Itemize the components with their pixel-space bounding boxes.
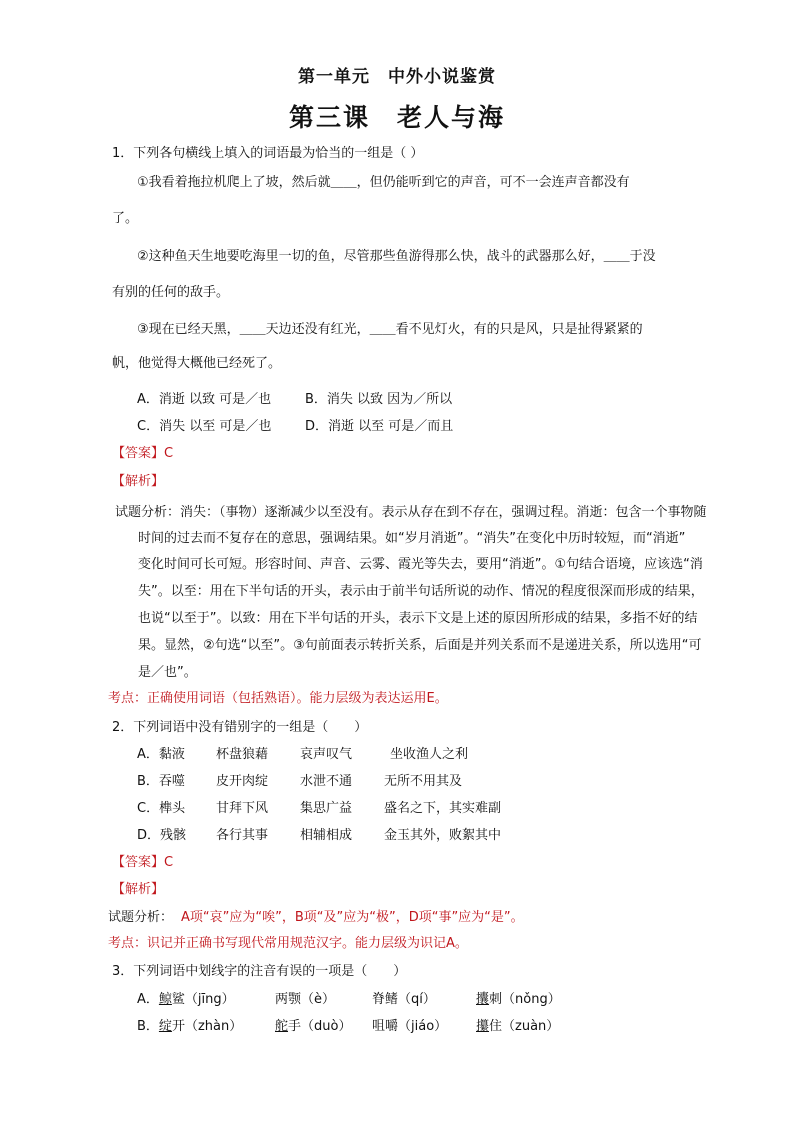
q2-kaodian: 考点：识记并正确书写现代常用规范汉字。能力层级为识记A。: [108, 936, 468, 951]
q2-option-b-3: 水泄不通: [300, 774, 353, 789]
q1-answer: 【答案】C: [112, 446, 174, 461]
q1-option-d: D．消逝 以至 可是／而且: [305, 419, 454, 434]
q3-option-b-2: 舵手（duò）: [275, 1019, 352, 1034]
underlined-char: 舵: [275, 1019, 289, 1034]
q2-option-c-2: 甘拜下风: [216, 801, 269, 816]
q2-option-b-1: B．吞噬: [137, 774, 185, 789]
q3-option-b-1: B．绽开（zhàn）: [137, 1019, 243, 1034]
q1-stem: 1．下列各句横线上填入的词语最为恰当的一组是（ ）: [112, 146, 424, 161]
q2-option-d-1: D．残骸: [137, 828, 187, 843]
q1-sentence-3: ③现在已经天黑，＿＿天边还没有红光，＿＿看不见灯火，有的只是风，只是扯得紧紧的: [137, 322, 643, 337]
q2-option-c-4: 盛名之下，其实难副: [384, 801, 502, 816]
q3-option-b-4: 攥住（zuàn）: [476, 1019, 560, 1034]
q2-option-c-3: 集思广益: [300, 801, 353, 816]
q3-stem: 3．下列词语中划线字的注音有误的一项是（ ）: [112, 964, 407, 979]
q1-analysis-label: 【解析】: [112, 474, 165, 489]
q2-option-a-4: 坐收渔人之利: [390, 747, 469, 762]
q2-option-d-4: 金玉其外，败絮其中: [384, 828, 502, 843]
q1-analysis-line: 果。显然，②句选“以至”。③句前面表示转折关系，后面是并列关系而不是递进关系，所以选用“可: [138, 638, 702, 653]
q2-answer: 【答案】C: [112, 855, 174, 870]
q1-analysis-line: 变化时间可长可短。形容时间、声音、云雾、霞光等失去，要用“消逝”。①句结合语境，应该选“消: [138, 557, 703, 572]
unit-title: 第一单元 中外小说鉴赏: [298, 67, 496, 87]
q1-sentence-2: ②这种鱼天生地要吃海里一切的鱼，尽管那些鱼游得那么快，战斗的武器那么好，＿＿于没: [137, 249, 656, 264]
q1-sentence-1-cont: 了。: [112, 211, 139, 226]
q2-option-a-3: 哀声叹气: [300, 747, 353, 762]
q2-option-b-2: 皮开肉绽: [216, 774, 269, 789]
q1-option-a: A．消逝 以致 可是／也: [137, 392, 272, 407]
q3-option-a-4: 攮刺（nǒng）: [476, 992, 561, 1007]
q1-analysis-line: 也说“以至于”。以致：用在下半句话的开头，表示下文是上述的原因所形成的结果，多指不好的结: [138, 611, 698, 626]
q3-option-b-3: 咀嚼（jiáo）: [372, 1019, 448, 1034]
underlined-char: 攥: [476, 1019, 490, 1034]
q1-option-b: B．消失 以致 因为／所以: [305, 392, 453, 407]
q1-sentence-1: ①我看着拖拉机爬上了坡，然后就＿＿，但仍能听到它的声音，可不一会连声音都没有: [137, 175, 630, 190]
q3-option-a-1: A．鲸鲨（jīng）: [137, 992, 235, 1007]
q3-option-a-2: 两颚（è）: [275, 992, 335, 1007]
q2-option-a-2: 杯盘狼藉: [216, 747, 269, 762]
q2-analysis: [108, 909, 524, 927]
underlined-char: 绽: [158, 1019, 172, 1034]
q2-option-b-4: 无所不用其及: [384, 774, 463, 789]
q2-analysis-prefix: 试题分析：: [108, 910, 174, 925]
q1-kaodian: 考点：正确使用词语（包括熟语）。能力层级为表达运用E。: [108, 691, 448, 706]
q2-stem: 2．下列词语中没有错别字的一组是（ ）: [112, 720, 368, 735]
q2-option-c-1: C．榫头: [137, 801, 186, 816]
q1-analysis-line: 试题分析：消失：（事物）逐渐减少以至没有。表示从存在到不存在，强调过程。消逝：包含一个事物随: [115, 505, 707, 520]
q2-analysis-label: 【解析】: [112, 882, 165, 897]
q2-option-a-1: A．黏液: [137, 747, 185, 762]
q1-sentence-2-cont: 有别的任何的敌手。: [112, 285, 230, 300]
q1-analysis-line: 时间的过去而不复存在的意思，强调结果。如“岁月消逝”。“消失”在变化中历时较短，而“消逝”: [138, 531, 686, 546]
lesson-title: 第三课 老人与海: [288, 103, 505, 132]
underlined-char: 攮: [476, 992, 490, 1007]
q2-option-d-2: 各行其事: [216, 828, 269, 843]
q2-option-d-3: 相辅相成: [300, 828, 353, 843]
q3-option-a-3: 脊鳍（qí）: [372, 992, 436, 1007]
q2-analysis-body: A项“哀”应为“唉”，B项“及”应为“极”，D项“事”应为“是”。: [181, 910, 524, 925]
q1-analysis-line: 失”。以至：用在下半句话的开头，表示由于前半句话所说的动作、情况的程度很深而形成的结果，: [138, 584, 704, 599]
underlined-char: 鲸: [158, 992, 172, 1007]
q1-option-c: C．消失 以至 可是／也: [137, 419, 272, 434]
q1-sentence-3-cont: 帆，他觉得大概他已经死了。: [112, 356, 282, 371]
q1-analysis-line: 是／也”。: [138, 665, 197, 680]
